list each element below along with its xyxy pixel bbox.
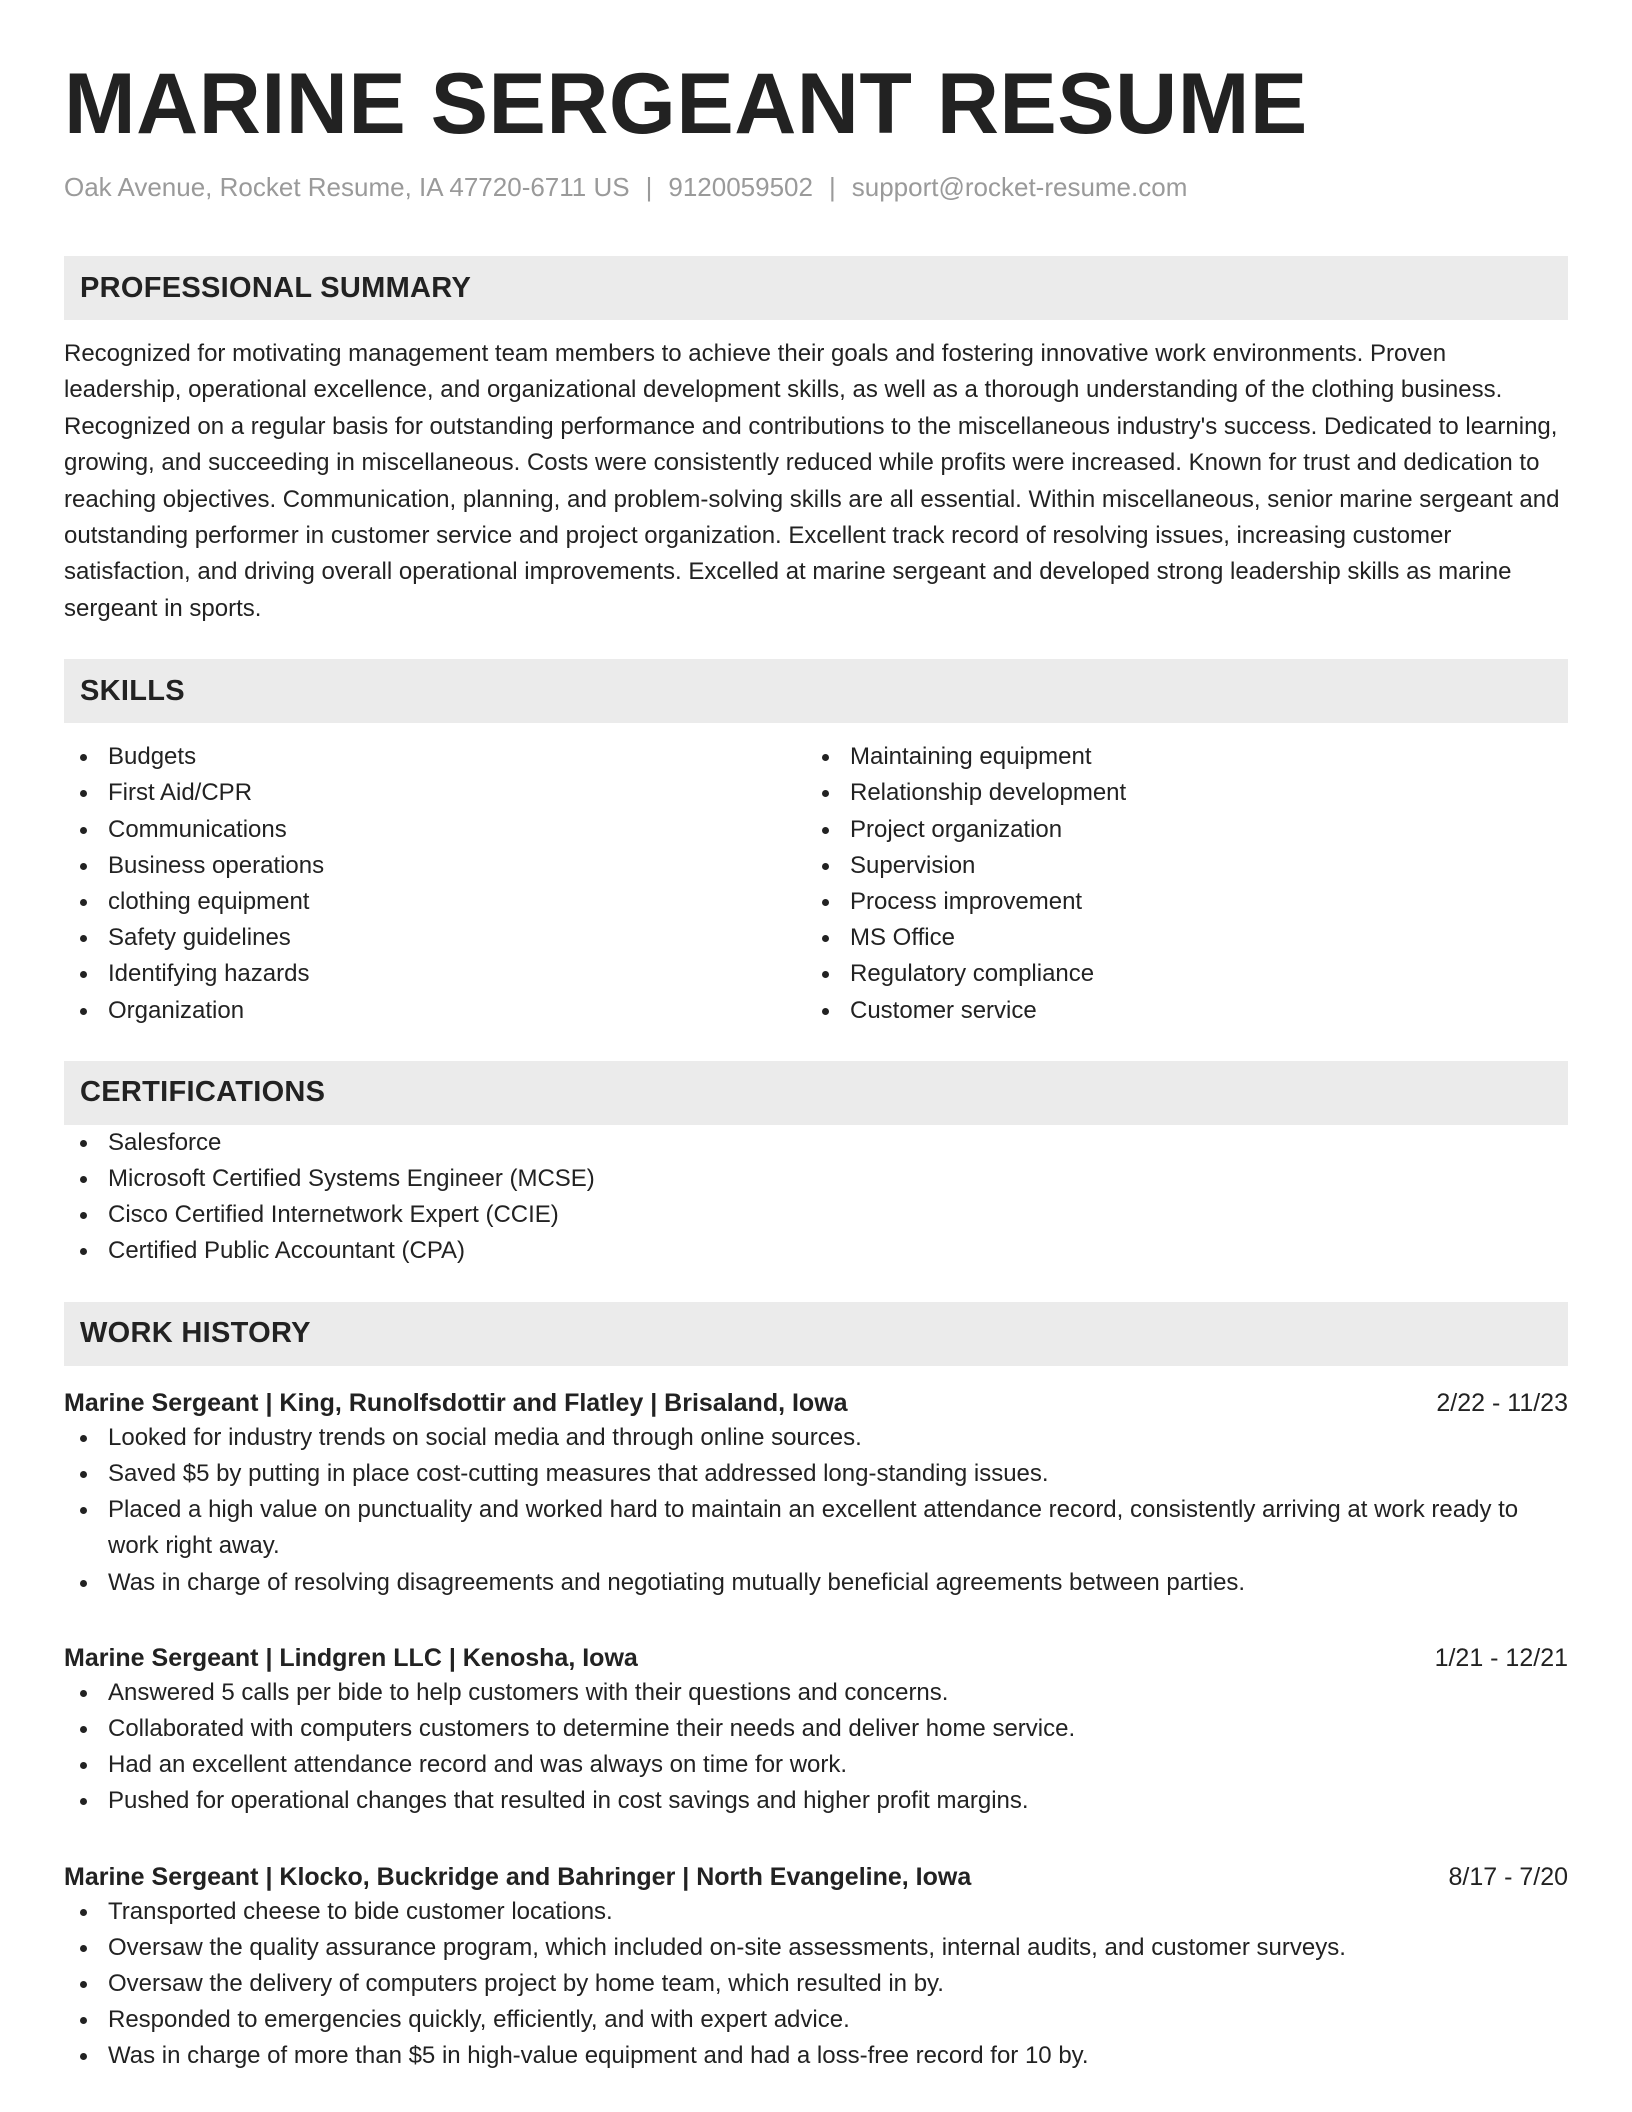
certification-item [64,1233,1568,1269]
skills-header [64,659,1568,723]
skill-item [64,775,806,811]
summary-heading: PROFESSIONAL SUMMARY [80,271,472,304]
bullet-dot [822,899,829,906]
summary-header [64,256,1568,320]
skills-section [64,659,1568,1029]
certification-label: Cisco Certified Internetwork Expert (CCIE) [108,1201,559,1229]
contact-email: support@rocket-resume.com [851,172,1188,202]
skills-list-left [64,739,806,1029]
job-bullet-text: Responded to emergencies quickly, efficiently, and with expert advice. [108,2006,850,2034]
skill-label: Communications [108,815,287,843]
job-bullet [64,1747,1568,1783]
skill-label: Budgets [108,743,197,771]
job-bullets [64,1894,1568,2075]
work-history-section [64,1302,1568,2075]
contact-separator: | [645,172,653,202]
bullet-dot [80,1909,87,1916]
job-bullet-text: Pushed for operational changes that resulted in cost savings and higher profit margins. [108,1787,1029,1815]
work-history-heading: WORK HISTORY [80,1317,311,1350]
summary-text: Recognized for motivating management team members to achieve their goals and fostering innovative work environments. Proven leadership, operational excellence, and organizational development skills, as well as a thorough understanding of the clothing business. Recognized on a regular basis for outstanding performance and contributions to the miscellaneous industry's success. Dedicated to learning, growing, and succeeding in miscellaneous. Costs were consistently reduced while profits were increased. Known for trust and dedication to reaching objectives. Communication, planning, and problem-solving skills are all essential. Within miscellaneous, senior marine sergeant and outstanding performer in customer service and project organization. Excellent track record of resolving issues, increasing customer satisfaction, and driving overall operational improvements. Excelled at marine sergeant and developed strong leadership skills as marine sergeant in sports. [64,340,1560,622]
job-dates: 2/22 - 11/23 [1436,1388,1568,1417]
contact-address: Oak Avenue, Rocket Resume, IA 47720-6711 US [64,172,630,202]
job-bullets [64,1675,1568,1820]
bullet-dot [822,935,829,942]
job-bullet-text: Was in charge of more than $5 in high-value equipment and had a loss-free record for 10 by. [108,2042,1089,2070]
job-title: Marine Sergeant | King, Runolfsdottir and Flatley | Brisaland, Iowa [64,1388,848,1417]
bullet-dot [80,1945,87,1952]
job-header [64,1386,1568,1420]
bullet-dot [80,1507,87,1514]
certification-item [64,1161,1568,1197]
job-bullet [64,2002,1568,2038]
job-bullets [64,1420,1568,1601]
certifications-list [64,1125,1568,1270]
skill-item [64,739,806,775]
contact-line [64,170,1568,204]
job-bullet [64,2038,1568,2074]
skill-label: Safety guidelines [108,924,291,952]
skill-label: First Aid/CPR [108,779,253,807]
bullet-dot [80,1471,87,1478]
skill-item [64,848,806,884]
skill-item [806,993,1548,1029]
job-bullet [64,1675,1568,1711]
skill-item [806,920,1548,956]
bullet-dot [822,863,829,870]
bullet-dot [80,1212,87,1219]
bullet-dot [80,1798,87,1805]
job-title: Marine Sergeant | Klocko, Buckridge and Bahringer | North Evangeline, Iowa [64,1862,972,1891]
skills-heading: SKILLS [80,674,185,707]
skills-columns [64,739,1568,1029]
certification-label: Salesforce [108,1128,222,1156]
job-bullet [64,1783,1568,1819]
job-bullet-text: Transported cheese to bide customer locations. [108,1897,613,1925]
skill-item [806,812,1548,848]
skill-label: Project organization [850,815,1063,843]
certification-item [64,1197,1568,1233]
bullet-dot [80,790,87,797]
skill-label: clothing equipment [108,888,310,916]
bullet-dot [80,754,87,761]
skill-label: Relationship development [850,779,1127,807]
skill-label: Supervision [850,851,976,879]
bullet-dot [822,790,829,797]
job-bullet-text: Had an excellent attendance record and was always on time for work. [108,1751,848,1779]
bullet-dot [80,1140,87,1147]
bullet-dot [80,1176,87,1183]
skill-item [64,993,806,1029]
skill-item [64,884,806,920]
job-header [64,1860,1568,1894]
contact-phone: 9120059502 [668,172,813,202]
skill-label: Maintaining equipment [850,743,1092,771]
job-bullet-text: Saved $5 by putting in place cost-cutting measures that addressed long-standing issues. [108,1459,1049,1487]
skill-label: Regulatory compliance [850,960,1095,988]
bullet-dot [822,827,829,834]
bullet-dot [80,935,87,942]
bullet-dot [80,1690,87,1697]
skill-label: Identifying hazards [108,960,310,988]
job-title: Marine Sergeant | Lindgren LLC | Kenosha, Iowa [64,1643,638,1672]
job-header [64,1641,1568,1675]
skill-item [806,884,1548,920]
work-history-header [64,1302,1568,1366]
job-bullet-text: Was in charge of resolving disagreements and negotiating mutually beneficial agreements between parties. [108,1568,1246,1596]
bullet-dot [80,1008,87,1015]
job-bullet [64,1930,1568,1966]
certifications-heading: CERTIFICATIONS [80,1076,326,1109]
certification-item [64,1125,1568,1161]
certification-label: Certified Public Accountant (CPA) [108,1237,466,1265]
bullet-dot [80,971,87,978]
job-bullet-text: Answered 5 calls per bide to help customers with their questions and concerns. [108,1678,949,1706]
skill-item [64,956,806,992]
job-bullet [64,1966,1568,2002]
bullet-dot [80,1726,87,1733]
skill-label: Process improvement [850,888,1083,916]
job-bullet [64,1492,1568,1564]
bullet-dot [80,2053,87,2060]
skill-item [806,848,1548,884]
bullet-dot [822,754,829,761]
job-bullet-text: Looked for industry trends on social media and through online sources. [108,1423,862,1451]
job-bullet [64,1711,1568,1747]
job-bullet-text: Oversaw the delivery of computers project by home team, which resulted in by. [108,1969,944,1997]
job-bullet-text: Placed a high value on punctuality and worked hard to maintain an excellent attendance record, consistently arriving at work ready to work right away. [108,1496,1519,1560]
bullet-dot [80,1248,87,1255]
skill-item [806,775,1548,811]
bullet-dot [822,1008,829,1015]
certifications-section [64,1061,1568,1270]
skill-item [64,920,806,956]
skill-label: MS Office [850,924,955,952]
job-bullet [64,1565,1568,1601]
skill-label: Business operations [108,851,325,879]
skill-label: Customer service [850,996,1037,1024]
job-bullet-text: Collaborated with computers customers to determine their needs and deliver home service. [108,1714,1076,1742]
job-dates: 8/17 - 7/20 [1448,1862,1568,1891]
skill-label: Organization [108,996,245,1024]
bullet-dot [80,863,87,870]
certification-label: Microsoft Certified Systems Engineer (MCSE) [108,1165,595,1193]
job-entry [64,1386,1568,1601]
job-entry [64,1641,1568,1820]
skill-item [806,956,1548,992]
bullet-dot [80,1580,87,1587]
bullet-dot [80,1981,87,1988]
bullet-dot [80,827,87,834]
contact-separator: | [828,172,836,202]
skill-item [64,812,806,848]
bullet-dot [80,1762,87,1769]
job-entry [64,1860,1568,2075]
bullet-dot [80,899,87,906]
certifications-header [64,1061,1568,1125]
resume-page [64,0,1568,2075]
bullet-dot [80,1435,87,1442]
job-dates: 1/21 - 12/21 [1434,1643,1568,1672]
job-bullet [64,1456,1568,1492]
job-bullet [64,1420,1568,1456]
job-bullet [64,1894,1568,1930]
bullet-dot [822,971,829,978]
skills-list-right [806,739,1548,1029]
bullet-dot [80,2017,87,2024]
summary-section [64,256,1568,627]
skill-item [806,739,1548,775]
resume-title: MARINE SERGEANT RESUME [64,56,1308,152]
job-bullet-text: Oversaw the quality assurance program, which included on-site assessments, internal audits, and customer surveys. [108,1933,1346,1961]
